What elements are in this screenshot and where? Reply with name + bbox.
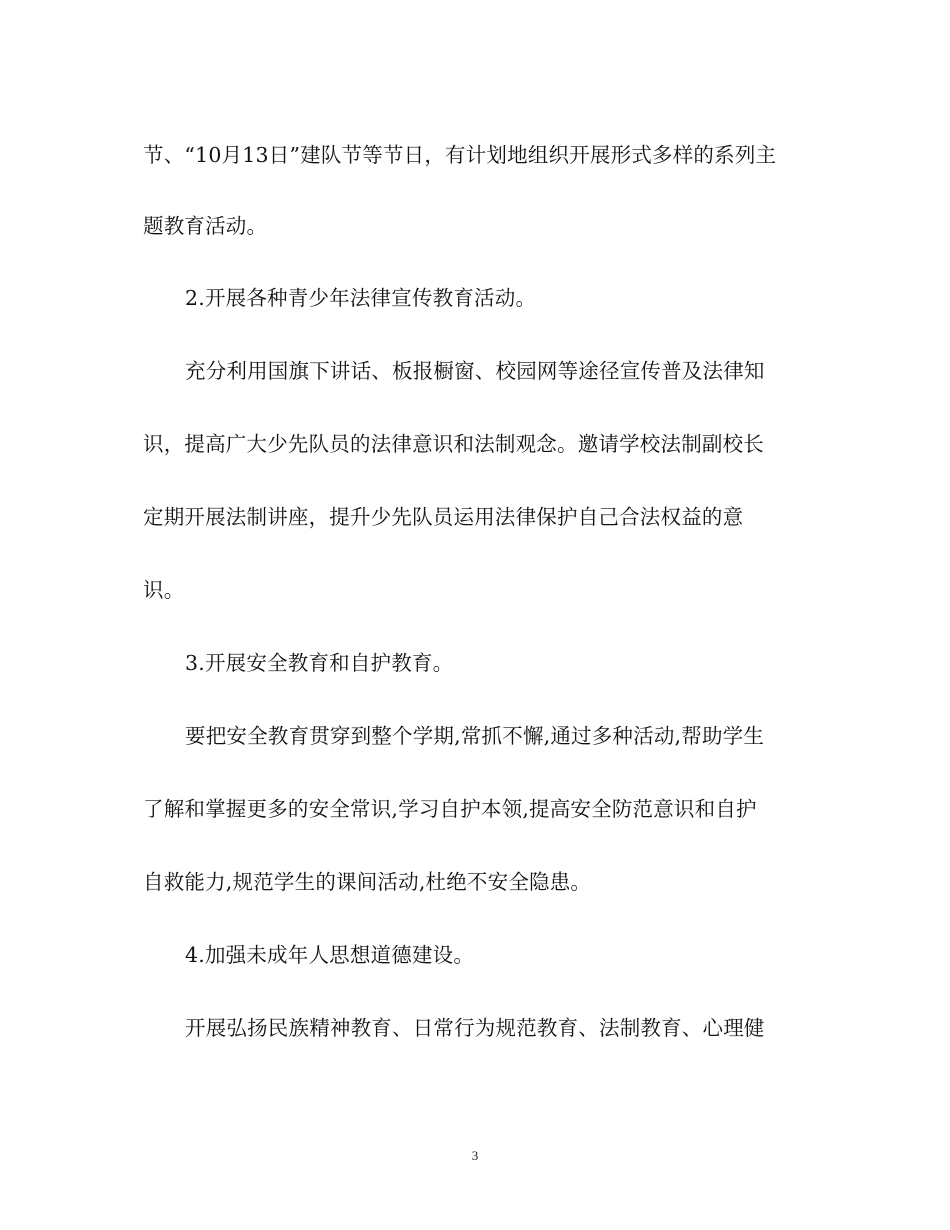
text-line-9: 要把安全教育贯穿到整个学期,常抓不懈,通过多种活动,帮助学生 <box>185 724 765 748</box>
page-number: 3 <box>471 1148 479 1163</box>
section-heading-2: 2.开展各种青少年法律宣传教育活动。 <box>185 286 537 310</box>
text-line-13: 开展弘扬民族精神教育、日常行为规范教育、法制教育、心理健 <box>185 1016 765 1040</box>
text-line-11: 自救能力,规范学生的课间活动,杜绝不安全隐患。 <box>143 870 592 894</box>
section-heading-3: 3.开展安全教育和自护教育。 <box>185 651 454 675</box>
text-line-10: 了解和掌握更多的安全常识,学习自护本领,提高安全防范意识和自护 <box>143 797 757 821</box>
text-line-7: 识。 <box>143 578 185 602</box>
text-line-1: 节、“10月13日”建队节等节日，有计划地组织开展形式多样的系列主 <box>143 143 777 167</box>
text-line-4: 充分利用国旗下讲话、板报橱窗、校园网等途径宣传普及法律知 <box>185 359 765 383</box>
text-line-6: 定期开展法制讲座，提升少先队员运用法律保护自己合法权益的意 <box>143 505 744 529</box>
text-line-5: 识，提高广大少先队员的法律意识和法制观念。邀请学校法制副校长 <box>143 432 764 456</box>
text-line-2: 题教育活动。 <box>143 214 268 238</box>
section-heading-4: 4.加强未成年人思想道德建设。 <box>185 943 475 967</box>
